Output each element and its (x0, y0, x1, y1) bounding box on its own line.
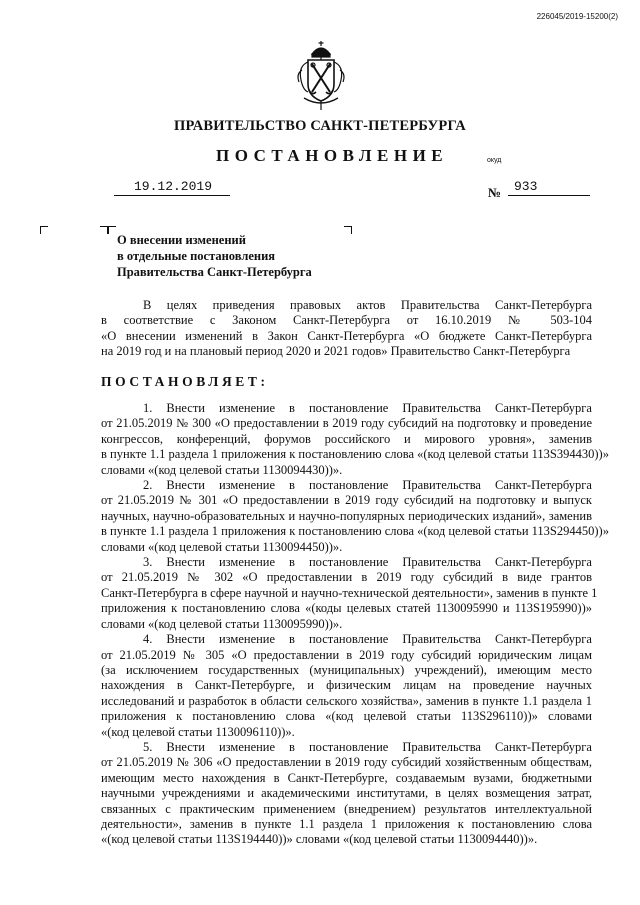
item-line: (за исключением государственных (муниципальных) учреждений), имеющим место (101, 662, 592, 677)
item-line: от 21.05.2019 № 300 «О предоставлении в 2019 году субсидий на подготовку и проведение (101, 416, 592, 431)
corner-mark-inner-right (100, 226, 108, 234)
item-line: словами «(код целевой статьи 1130094450))». (101, 539, 343, 554)
item-line: связанных с практическим применением (внедрением) результатов интеллектуальной (101, 801, 592, 816)
decree-number: 933 (514, 179, 538, 194)
item-line: «(код целевой статьи 113S194440))» словами «(код целевой статьи 1130094440))». (101, 832, 538, 847)
item-line: от 21.05.2019 № 301 «О предоставлении в 2019 году субсидий на подготовку и выпуск (101, 493, 592, 508)
item-line: деятельности», заменив в пункте 1.1 раздела 1 приложения к постановлению слова (101, 816, 592, 831)
item-line: приложения к постановлению слова «(коды целевых статей 1130095990 и 113S195990))» (101, 601, 592, 616)
number-sign: № (488, 185, 502, 200)
decree-item-2 (101, 478, 609, 555)
government-title: ПРАВИТЕЛЬСТВО САНКТ-ПЕТЕРБУРГА (174, 118, 466, 134)
date-field (114, 178, 230, 196)
preamble-line: «О внесении изменений в Закон Санкт-Петербурга «О бюджете Санкт-Петербурга (101, 328, 592, 343)
subject-line: в отдельные постановления (117, 249, 276, 263)
corner-mark-left (40, 226, 48, 234)
item-line: конгрессов, конференций, форумов российского и мирового уровня», заменив (101, 431, 592, 446)
subject-line: О внесении изменений (117, 233, 246, 247)
decree-subject (117, 232, 312, 280)
decree-items (101, 401, 609, 848)
coat-of-arms-icon (292, 40, 350, 112)
decree-item-5 (101, 740, 592, 848)
item-line: от 21.05.2019 № 305 «О предоставлении в 2019 году субсидий юридическим лицам (101, 647, 592, 662)
item-line: «(код целевой статьи 1130096110))». (101, 724, 295, 739)
item-line: в пункте 1.1 раздела 1 приложения к постановлению слова «(код целевой статьи 113S294450))» (101, 524, 609, 539)
preamble-line: на 2019 год и на плановый период 2020 и 2021 годов» Правительство Санкт-Петербурга (101, 344, 571, 359)
item-line: приложения к постановлению слова «(код целевой статьи 113S296110))» словами (101, 709, 592, 724)
item-line: 3. Внести изменение в постановление Правительства Санкт-Петербурга (143, 555, 592, 570)
item-line: 5. Внести изменение в постановление Правительства Санкт-Петербурга (143, 739, 592, 754)
corner-mark-right (344, 226, 352, 234)
item-line: научных, научно-образовательных и научно-популярных периодических изданий», заменив (101, 508, 592, 523)
item-line: 4. Внести изменение в постановление Правительства Санкт-Петербурга (143, 632, 592, 647)
item-line: Санкт-Петербурга в сфере научной и научно-технической деятельности», заменив в пункте 1 (101, 585, 598, 600)
preamble-paragraph (101, 298, 592, 360)
document-registration-number: 226045/2019-15200(2) (536, 12, 618, 21)
item-line: исследований и разработок в области сельского хозяйства», заменив в пункте 1.1 раздела 1 (101, 693, 592, 708)
corner-mark-inner-left (108, 226, 116, 234)
decree-item-4 (101, 632, 592, 740)
decree-item-3 (101, 555, 598, 632)
item-line: имеющим место нахождения в Санкт-Петербурге, создаваемым вузами, бюджетными (101, 770, 592, 785)
number-field (508, 178, 590, 196)
item-line: в пункте 1.1 раздела 1 приложения к постановлению слова «(код целевой статьи 113S394430))» (101, 447, 609, 462)
decree-item-1 (101, 401, 609, 478)
item-line: нахождения в Санкт-Петербурге, и физическим лицам на проведение научных (101, 678, 592, 693)
item-line: научными учреждениями и академическими институтами, в целях возмещения затрат, (101, 786, 592, 801)
preamble-line: в соответствие с Законом Санкт-Петербурга от 16.10.2019 № 503-104 (101, 313, 592, 328)
item-line: 2. Внести изменение в постановление Правительства Санкт-Петербурга (143, 478, 592, 493)
item-line: 1. Внести изменение в постановление Правительства Санкт-Петербурга (143, 401, 592, 415)
subject-line: Правительства Санкт-Петербурга (117, 265, 312, 279)
item-line: от 21.05.2019 № 302 «О предоставлении в 2019 году субсидий в виде грантов (101, 570, 592, 585)
preamble-line: В целях приведения правовых актов Правительства Санкт-Петербурга (143, 298, 592, 312)
okud-label: окуд (487, 157, 502, 164)
item-line: словами «(код целевой статьи 1130094430))». (101, 462, 343, 477)
item-line: от 21.05.2019 № 306 «О предоставлении в 2019 году субсидий хозяйственным обществам, (101, 755, 592, 770)
decree-operative-word: ПОСТАНОВЛЯЕТ: (101, 374, 269, 389)
item-line: словами «(код целевой статьи 1130095990))». (101, 616, 343, 631)
decree-title: ПОСТАНОВЛЕНИЕ (216, 146, 449, 165)
decree-date: 19.12.2019 (134, 179, 213, 194)
